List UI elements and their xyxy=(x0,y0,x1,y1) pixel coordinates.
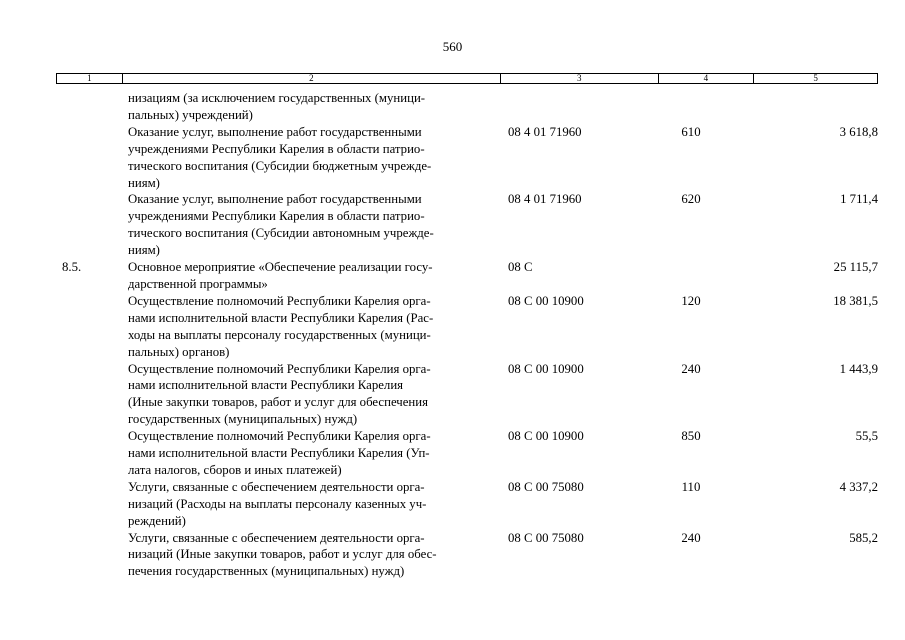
header-col-5: 5 xyxy=(813,73,818,83)
row-name: Осуществление полномочий Республики Карелия орга- нами исполнительной власти Республики Карелия (Иные закупки товаров, работ и услуг для обеспечения государственных (муниципальных) нужд) xyxy=(128,361,431,427)
row-target-code xyxy=(506,90,651,124)
table-body xyxy=(56,90,878,580)
row-number xyxy=(56,90,128,124)
header-col-2: 2 xyxy=(123,74,501,83)
row-amount xyxy=(731,90,878,124)
header-col-3: 3 xyxy=(501,74,659,83)
row-name: Услуги, связанные с обеспечением деятельности орга- низаций (Иные закупки товаров, работ и услуг для обес- печения государственных (муниципальных) нужд) xyxy=(128,530,437,579)
table-row xyxy=(56,90,878,124)
row-amount: 18 381,5 xyxy=(833,293,878,308)
row-name: Услуги, связанные с обеспечением деятельности орга- низаций (Расходы на выплаты персоналу казенных уч- реждений) xyxy=(128,479,427,528)
row-number xyxy=(56,191,128,259)
row-target-code: 08 С xyxy=(508,260,533,275)
row-amount: 55,5 xyxy=(855,429,878,444)
row-expense-type: 120 xyxy=(681,293,701,308)
row-amount: 1 711,4 xyxy=(840,192,878,207)
row-target-code: 08 С 00 75080 xyxy=(508,479,584,494)
header-col-4: 4 xyxy=(659,74,755,83)
row-amount: 1 443,9 xyxy=(839,361,878,376)
table-header xyxy=(56,73,878,84)
row-amount: 3 618,8 xyxy=(839,124,878,139)
row-name: Основное мероприятие «Обеспечение реализации госу- дарственной программы» xyxy=(128,260,433,291)
row-target-code: 08 С 00 10900 xyxy=(508,293,584,308)
row-target-code: 08 С 00 10900 xyxy=(508,429,584,444)
row-target-code: 08 4 01 71960 xyxy=(508,124,582,139)
table-row xyxy=(56,259,878,293)
row-name: Осуществление полномочий Республики Карелия орга- нами исполнительной власти Республики Карелия (Уп- лата налогов, сборов и иных платежей) xyxy=(128,429,431,477)
table-row xyxy=(56,361,878,429)
row-expense-type: 850 xyxy=(681,429,701,444)
row-name: Оказание услуг, выполнение работ государственными учреждениями Республики Карелия в области патрио- тического воспитания (Субсидии бюджетным учрежде- ниям) xyxy=(128,124,432,190)
row-amount: 25 115,7 xyxy=(833,260,878,275)
row-expense-type xyxy=(651,259,731,293)
row-number: 8.5. xyxy=(62,260,82,275)
row-name: низациям (за исключением государственных (муници- пальных) учреждений) xyxy=(128,91,426,122)
header-col-1: 1 xyxy=(57,74,123,83)
row-expense-type: 240 xyxy=(681,530,701,545)
row-amount: 585,2 xyxy=(849,530,878,545)
row-number xyxy=(56,293,128,361)
row-expense-type xyxy=(651,90,731,124)
row-name: Оказание услуг, выполнение работ государственными учреждениями Республики Карелия в области патрио- тического воспитания (Субсидии автономным учрежде- ниям) xyxy=(128,192,434,258)
table-row xyxy=(56,530,878,581)
table-row xyxy=(56,479,878,530)
row-number xyxy=(56,530,128,581)
table-row xyxy=(56,293,878,361)
table-row xyxy=(56,428,878,479)
row-amount: 4 337,2 xyxy=(839,479,878,494)
row-expense-type: 240 xyxy=(681,361,701,376)
row-name: Осуществление полномочий Республики Карелия орга- нами исполнительной власти Республики Карелия (Рас- ходы на выплаты персоналу государственных (муници- пальных) органов) xyxy=(128,293,434,359)
table-row xyxy=(56,124,878,192)
row-target-code: 08 С 00 75080 xyxy=(508,530,584,545)
row-number xyxy=(56,124,128,192)
row-target-code: 08 4 01 71960 xyxy=(508,192,582,207)
row-expense-type: 110 xyxy=(681,479,701,494)
row-number xyxy=(56,428,128,479)
page-number: 560 xyxy=(442,39,463,54)
table-row xyxy=(56,191,878,259)
row-target-code: 08 С 00 10900 xyxy=(508,361,584,376)
row-expense-type: 610 xyxy=(681,124,701,139)
row-expense-type: 620 xyxy=(681,192,701,207)
row-number xyxy=(56,361,128,429)
row-number xyxy=(56,479,128,530)
